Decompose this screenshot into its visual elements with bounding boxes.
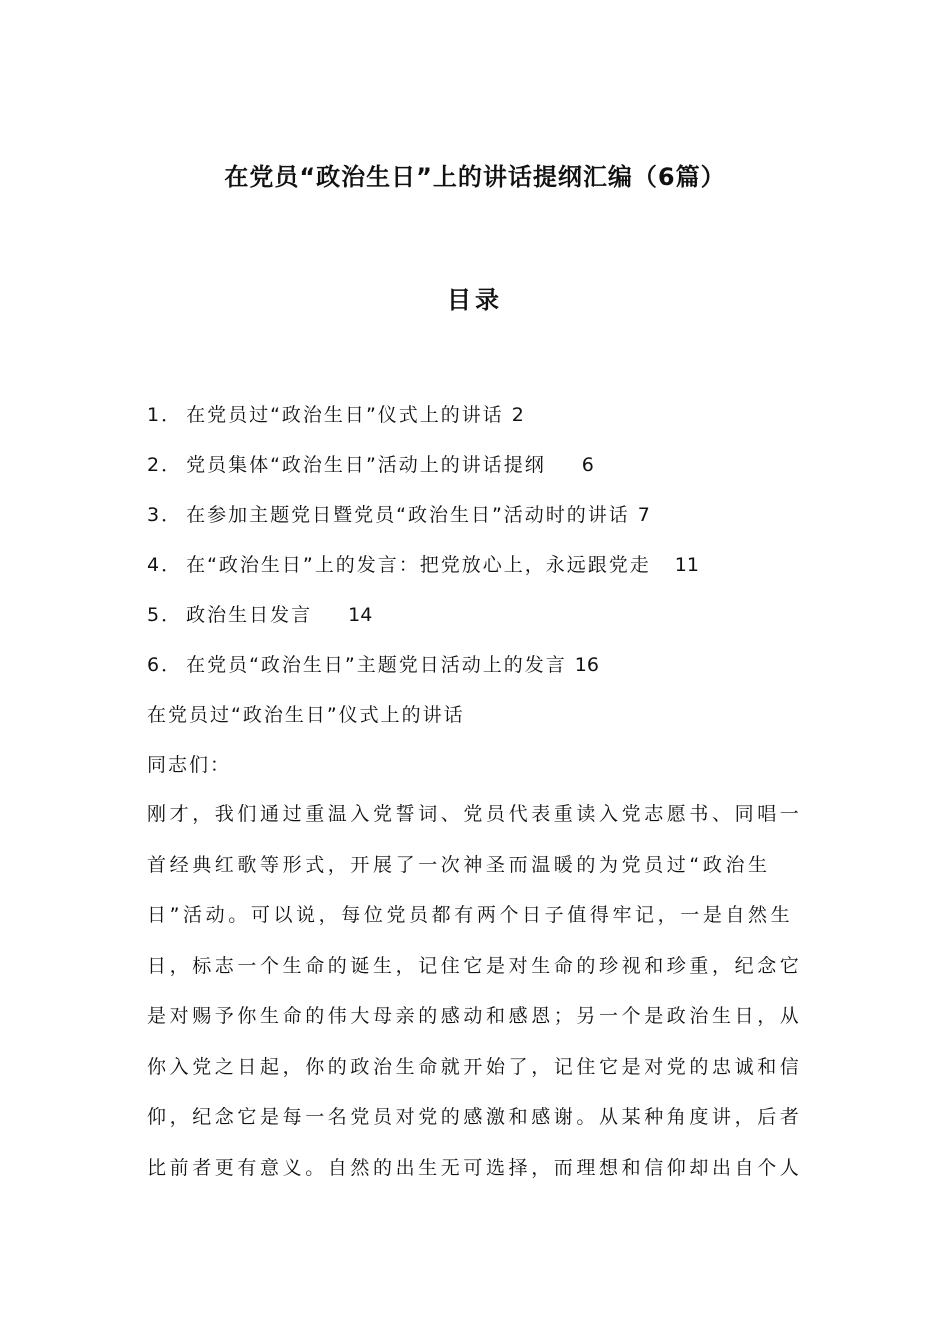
toc-item-number: 4．: [147, 554, 183, 576]
section-title: 在党员过“政治生日”仪式上的讲话: [147, 704, 465, 726]
salutation: 同志们：: [147, 754, 232, 776]
toc-item-page: 14: [348, 604, 373, 626]
toc-item-page: 16: [574, 654, 599, 676]
body-line: 仰，纪念它是每一名党员对党的感激和感谢。从某种角度讲，后者: [147, 1106, 803, 1128]
body-line: 比前者更有意义。自然的出生无可选择，而理想和信仰却出自个人: [147, 1156, 803, 1179]
body-line: 日”活动。可以说，每位党员都有两个日子值得牢记，一是自然生: [147, 904, 794, 926]
document-title: 在党员“政治生日”上的讲话提纲汇编（6篇）: [224, 163, 726, 191]
toc-item-page: 6: [581, 454, 594, 476]
toc-item-title: 在“政治生日”上的发言：把党放心上，永远跟党走: [186, 554, 651, 576]
toc-item-title: 在党员“政治生日”主题党日活动上的发言: [186, 654, 567, 676]
toc-item[interactable]: [147, 600, 827, 650]
toc-item-title: 在参加主题党日暨党员“政治生日”活动时的讲话: [186, 504, 630, 526]
toc-item-number: 2．: [147, 454, 183, 476]
toc-item[interactable]: [147, 550, 827, 600]
toc-item[interactable]: [147, 450, 827, 500]
toc-item-number: 5．: [147, 604, 183, 626]
table-of-contents: [147, 400, 827, 700]
body-line: 刚才，我们通过重温入党誓词、党员代表重读入党志愿书、同唱一: [147, 803, 803, 825]
toc-item[interactable]: [147, 500, 827, 550]
body-paragraph: [147, 796, 807, 1200]
toc-item-number: 3．: [147, 504, 183, 526]
toc-item-number: 6．: [147, 654, 183, 676]
body-line: 你入党之日起，你的政治生命就开始了，记住它是对党的忠诚和信: [147, 1055, 803, 1078]
toc-heading: 目录: [447, 286, 503, 314]
toc-item-page: 7: [637, 504, 650, 526]
body-line: 是对赐予你生命的伟大母亲的感动和感恩；另一个是政治生日，从: [147, 1005, 803, 1027]
toc-item[interactable]: [147, 650, 827, 700]
toc-item-page: 2: [511, 404, 524, 426]
body-line: 首经典红歌等形式，开展了一次神圣而温暖的为党员过“政治生: [147, 853, 771, 876]
toc-item-page: 11: [674, 554, 699, 576]
toc-item-title: 党员集体“政治生日”活动上的讲话提纲: [186, 454, 546, 476]
body-line: 日，标志一个生命的诞生，记住它是对生命的珍视和珍重，纪念它: [147, 954, 803, 977]
toc-item[interactable]: [147, 400, 827, 450]
toc-item-number: 1．: [147, 404, 183, 426]
toc-item-title: 在党员过“政治生日”仪式上的讲话: [186, 404, 504, 426]
toc-item-title: 政治生日发言: [186, 604, 313, 626]
